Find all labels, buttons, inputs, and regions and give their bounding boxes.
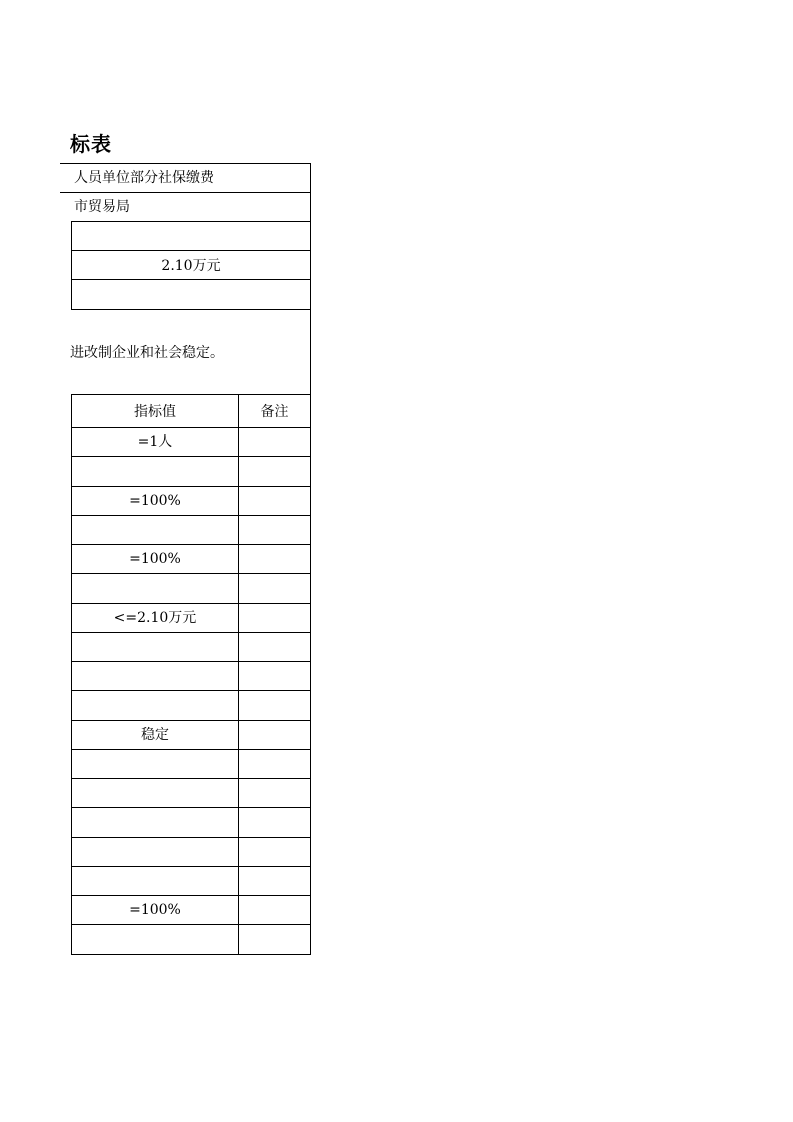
info-row-divider (60, 192, 311, 193)
header-indicator-value: 指标值 (134, 404, 176, 420)
table-row-border (71, 661, 311, 662)
table-row-border (71, 954, 311, 955)
info-total-funds: 2.10万元 (161, 258, 221, 274)
table-row-border (71, 778, 311, 779)
table-row-border (71, 807, 311, 808)
header-remarks: 备注 (260, 404, 289, 420)
info-row-divider (71, 250, 311, 251)
table-row-value: <=2.10万元 (113, 610, 197, 626)
table-row-border (71, 837, 311, 838)
table-row-border (71, 690, 311, 691)
table-row-border (71, 456, 311, 457)
table-row-border (71, 749, 311, 750)
table-row-border (71, 544, 311, 545)
table-row-border (71, 573, 311, 574)
table-left-border (71, 394, 72, 954)
table-header-bottom-border (71, 427, 311, 428)
table-row-border (71, 603, 311, 604)
info-row-divider (71, 279, 311, 280)
table-header-top-border (71, 394, 311, 395)
table-row-value: =100% (129, 493, 181, 509)
table-column-divider (238, 394, 239, 954)
table-right-border (310, 394, 311, 954)
table-row-border (71, 866, 311, 867)
table-row-value: 稳定 (141, 727, 169, 743)
table-row-border (71, 720, 311, 721)
table-row-border (71, 895, 311, 896)
info-project-name: 人员单位部分社保缴费 (74, 170, 214, 186)
table-row-value: =1人 (137, 434, 173, 450)
table-row-value: =100% (129, 551, 181, 567)
table-row-value: =100% (129, 902, 181, 918)
table-row-border (71, 486, 311, 487)
table-row-border (71, 515, 311, 516)
info-block-top-border (60, 163, 311, 164)
page-title: 标表 (70, 132, 112, 156)
info-department: 市贸易局 (74, 199, 130, 215)
info-row-divider (71, 221, 311, 222)
goal-text: 进改制企业和社会稳定。 (70, 345, 224, 361)
table-row-border (71, 924, 311, 925)
info-row-divider (71, 309, 311, 310)
table-row-border (71, 632, 311, 633)
